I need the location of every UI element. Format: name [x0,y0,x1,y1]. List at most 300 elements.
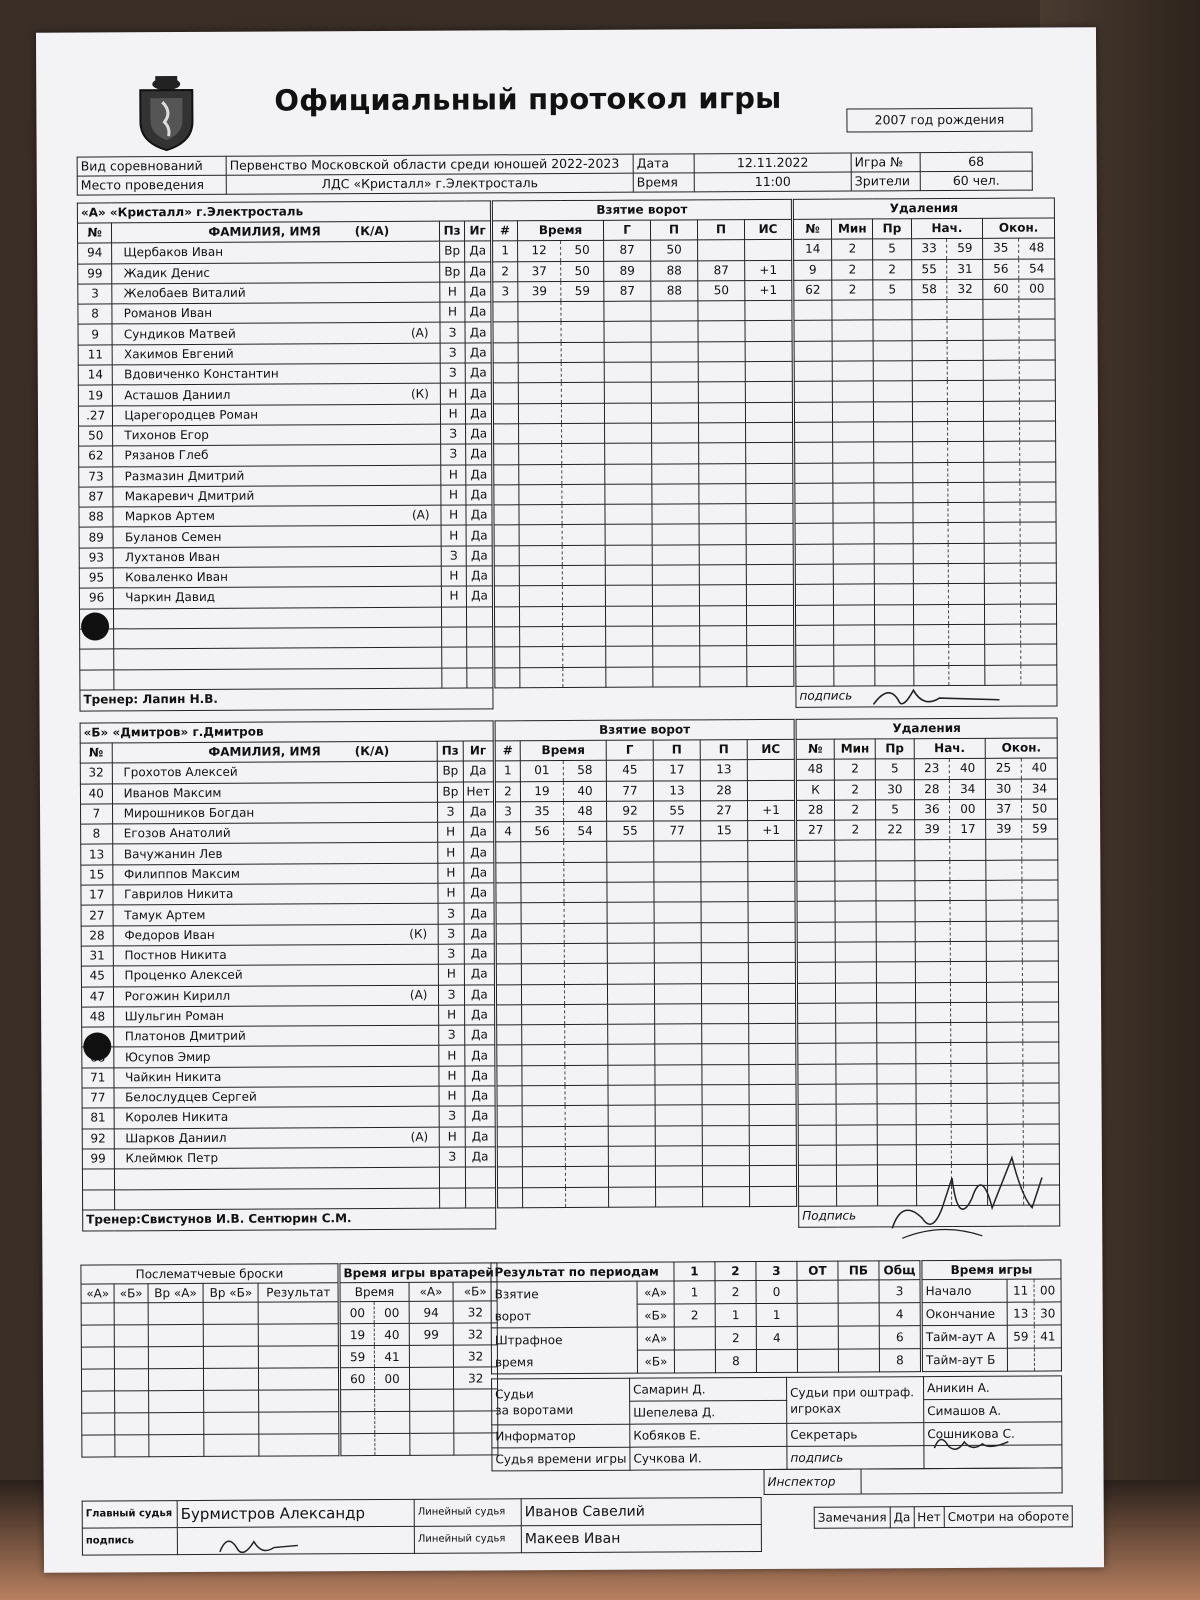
goal-scorer [607,882,654,903]
player-number: 99 [78,263,112,283]
goal-col-p2: П [697,220,744,241]
player-name-cell [114,647,442,669]
pen-reason [876,840,914,860]
pen-minutes [835,942,876,963]
player-played: Да [465,262,491,282]
goalie-minute [341,1434,376,1456]
goal-second: 48 [564,801,607,822]
pen-end-sec [1019,319,1055,339]
goal-second [561,322,604,343]
col-ka-label: (К/А) [354,744,390,759]
player-position: Н [439,1005,464,1025]
player-row [79,485,492,507]
pen-start-sec: 17 [950,820,986,840]
pen-player [794,361,832,381]
goal-number [497,1045,522,1065]
head-ref-signature-icon [214,1529,304,1559]
player-number [83,1189,115,1209]
goal-assist-1 [654,963,701,984]
goal-assist-2 [701,902,748,923]
goal-situation [749,1145,796,1166]
penalty-row [797,961,1058,983]
goal-row [495,760,794,782]
goal-situation [747,760,794,781]
goal-scorer [607,842,654,863]
goal-minute: 01 [520,761,563,782]
goal-scorer [607,943,654,964]
pen-end-min [984,421,1020,441]
player-name-cell [113,883,439,905]
goalie-second: 00 [375,1367,410,1389]
goal-scorer [604,322,651,343]
venue-label: Место проведения [77,175,226,195]
goal-assist-1: 55 [654,801,701,822]
goal-number [495,627,520,647]
player-row [82,1045,495,1067]
team-title: «А» «Кристалл» г.Электросталь [77,201,490,223]
goal-second [563,667,606,688]
penalty-row [794,299,1055,321]
goal-col-hash: # [492,221,517,241]
goal-number [495,667,520,687]
penalty-judge-2: Симашов А. [924,1399,1062,1423]
goal-row [494,422,793,444]
player-name-cell [112,282,440,304]
period-col: Общ [879,1261,920,1280]
player-name: Грохотов Алексей [123,765,238,780]
goal-situation: +1 [748,800,795,821]
goal-number [496,944,521,964]
player-name-cell [114,1147,440,1169]
pen-reason [875,584,913,604]
pen-end-min [984,543,1020,563]
player-number: 40 [80,783,112,803]
period-value [838,1303,879,1326]
player-role: (А) [410,325,429,340]
pen-end-sec [1021,644,1057,664]
remarks-no: Нет [914,1507,945,1528]
goal-situation: +1 [745,280,792,301]
goal-assist-2 [699,443,746,464]
goal-assist-2 [699,544,746,565]
pen-end-min [984,502,1020,522]
player-name: Белослудцев Сергей [125,1089,257,1105]
player-name [118,1192,126,1206]
player-name: Коваленко Иван [125,569,229,585]
player-name: Чаркин Давид [125,590,216,605]
player-position: Н [438,863,463,883]
secretary-signature-icon [928,1428,1018,1458]
pen-end-sec [1022,839,1058,859]
time-label: Время [633,173,694,192]
player-position: З [441,444,466,464]
goal-judges-label [492,1378,630,1425]
penalties-title: Удаления [796,718,1057,739]
pen-start-min [913,564,949,584]
pen-reason: 30 [876,779,914,799]
pen-minutes [833,483,874,504]
player-played: Да [465,302,491,322]
player-row [78,302,491,324]
player-name: Тамук Артем [124,907,206,922]
goal-row [494,483,793,505]
player-played: Да [464,1025,495,1045]
player-played: Да [463,822,494,842]
goal-col-p1: П [650,220,697,241]
player-played: Да [465,241,491,261]
goal-minute [519,444,562,465]
goal-second [561,362,604,383]
player-name-cell [114,1066,440,1088]
goal-number [494,444,519,464]
player-position: З [441,424,466,444]
goal-number [497,1106,522,1126]
goalie-b: 32 [454,1367,498,1389]
goal-number [493,403,518,423]
penalty-row [796,758,1057,780]
player-row [80,761,493,783]
goal-number [496,903,521,923]
player-number: 7 [81,804,113,824]
game-time-row [922,1279,1061,1303]
goal-row [493,240,792,262]
player-position [442,627,467,647]
player-name-cell [113,485,441,507]
goalie-row [340,1345,497,1368]
pen-reason: 5 [873,280,911,300]
goal-row [497,1084,796,1106]
goal-row [496,800,795,822]
shootout-table [80,1263,339,1457]
col-ig: Иг [465,221,491,241]
pen-end-min: 35 [983,238,1019,258]
pen-player [795,442,833,462]
player-position: З [438,903,463,923]
shootout-col: «А» [81,1284,114,1303]
pen-start-min: 39 [914,820,950,840]
player-name-cell [113,444,441,466]
pen-player [797,942,835,962]
penalty-row [795,543,1056,565]
period-value: 4 [756,1326,797,1349]
goal-situation [749,1166,796,1187]
period-col: 2 [715,1262,756,1281]
goal-row [493,321,792,343]
player-row [82,1147,495,1169]
goal-minute [522,1126,565,1147]
inspector-table [764,1467,1063,1495]
pen-minutes [833,422,874,443]
referees-table [82,1497,762,1556]
pen-start-sec [951,1043,987,1063]
goal-assist-1 [651,342,698,363]
pen-start-min [912,442,948,462]
period-value: 8 [715,1350,756,1373]
pen-player [798,1023,836,1043]
goal-situation [746,463,793,484]
goal-judge-1: Самарин Д. [630,1377,787,1401]
player-name [118,1172,126,1186]
goal-second [562,423,605,444]
player-played: Да [464,944,495,964]
goal-second: 50 [561,241,604,262]
pen-player [798,1165,836,1185]
period-label-1: Взятие [494,1286,539,1301]
pen-end-sec [1023,982,1059,1002]
player-name-cell [113,1046,439,1068]
remarks-label: Замечания [814,1507,890,1528]
pen-minutes [833,462,874,483]
player-name: Желобаев Виталий [123,285,246,301]
player-row [78,343,491,365]
player-played: Да [464,903,495,923]
goal-number [496,863,521,883]
pen-start-sec [949,645,985,665]
pen-start-min [915,901,951,921]
period-value [797,1303,838,1326]
player-name: Сундиков Матвей [123,326,236,341]
goal-minute [521,984,564,1005]
player-row [82,1167,495,1189]
game-time-m: 41 [1034,1325,1061,1348]
pen-end-sec [1023,1103,1059,1123]
pen-end-min [985,604,1021,624]
penalties-table [793,197,1058,707]
goal-assist-2 [701,963,748,984]
goal-minute [518,342,561,363]
player-name-cell [114,1107,440,1129]
goal-scorer [605,585,652,606]
goal-number [494,546,519,566]
goal-number [493,343,518,363]
player-number: 48 [82,1007,114,1027]
game-time-h: 59 [1007,1325,1034,1348]
secretary-label: Секретарь [787,1423,924,1447]
goal-second [564,964,607,985]
pen-reason [877,1003,915,1023]
goal-second [564,882,607,903]
game-time-row [922,1325,1061,1349]
goal-row [494,544,793,566]
period-value [674,1327,715,1350]
pen-player [799,1186,837,1206]
penalty-row [794,238,1055,260]
goal-number [496,883,521,903]
player-name-cell [112,302,440,324]
goal-minute [521,944,564,965]
pen-minutes [836,1023,877,1044]
game-time-label: Тайм-аут Б [922,1348,1007,1371]
pen-start-min [914,860,950,880]
penalty-row [794,319,1055,341]
goal-minute [519,464,562,485]
goal-assist-1: 88 [651,281,698,302]
player-played: Да [465,1147,496,1167]
period-value: 0 [756,1280,797,1303]
pen-end-sec [1023,1022,1059,1042]
pen-start-min [916,1084,952,1104]
player-played [467,607,493,627]
game-time-m: 30 [1034,1302,1061,1325]
player-row [79,525,492,547]
penalty-row [797,921,1058,943]
goal-number [497,1147,522,1167]
player-number: 95 [79,568,113,588]
player-name: Королев Никита [125,1110,229,1125]
period-value: 1 [715,1304,756,1327]
pen-end-sec: 40 [1021,758,1057,778]
pen-start-min [915,941,951,961]
player-number [82,1169,114,1189]
player-position: Н [441,586,466,606]
player-position [440,1188,465,1208]
player-name: Егозов Анатолий [123,826,231,841]
player-position: Н [440,282,465,302]
pen-end-sec [1021,604,1057,624]
goal-row [494,443,793,465]
goal-number [494,525,519,545]
player-name: Чайкин Никита [125,1069,222,1085]
goal-scorer [605,525,652,546]
goal-scorer [605,565,652,586]
pen-start-sec [948,502,984,522]
goal-assist-2 [701,983,748,1004]
goal-row [494,564,793,586]
pen-start-min [913,604,949,624]
player-name-cell [113,944,439,966]
pen-col-min: Мин [832,219,873,240]
pen-end-sec [1019,299,1055,319]
goal-second [566,1187,609,1208]
player-position: Н [439,1086,464,1106]
player-number [80,669,114,689]
player-number: 8 [78,304,112,324]
player-name: Лухтанов Иван [124,549,220,565]
goalie-row [341,1433,498,1456]
period-row-label [491,1281,637,1328]
informer-label: Информатор [492,1424,630,1448]
goal-minute [520,667,563,688]
pen-minutes: 2 [832,239,873,260]
pen-end-min [987,1083,1023,1103]
goal-minute [519,525,562,546]
pen-player [795,564,833,584]
goal-scorer [608,1024,655,1045]
player-name-cell [112,761,438,783]
player-position: Н [439,1046,464,1066]
goalie-a [409,1367,453,1389]
period-value [797,1280,838,1303]
player-name: Щербаков Иван [123,245,224,260]
goalie-second [375,1411,410,1433]
pen-reason [874,503,912,523]
goal-assist-2 [699,565,746,586]
signature-label: подпись [796,685,1057,707]
shootout-col: «Б» [114,1284,148,1303]
player-position [442,647,467,667]
pen-minutes [835,881,876,902]
player-row [79,566,492,588]
player-number: 73 [79,466,113,486]
pen-minutes [836,962,877,983]
goal-assist-2 [700,646,747,667]
goal-assist-1 [655,1125,702,1146]
goal-minute: 37 [518,261,561,282]
penalty-row [797,880,1058,902]
goal-second [562,565,605,586]
pen-end-min [986,941,1022,961]
goal-minute [522,1106,565,1127]
pen-minutes [836,982,877,1003]
penalty-row [795,583,1056,605]
player-role: (А) [410,1129,429,1144]
goal-assist-1 [651,301,698,322]
pen-end-min: 39 [986,819,1022,839]
goal-situation [749,1003,796,1024]
player-name: Тихонов Егор [124,427,209,443]
pen-end-min: 30 [986,779,1022,799]
goal-assist-1 [652,423,699,444]
pen-start-sec [948,381,984,401]
period-col: ОТ [797,1261,838,1280]
goalie-b: 32 [453,1323,497,1345]
goal-second [565,1126,608,1147]
player-position: Н [441,465,466,485]
pen-end-sec [1021,624,1057,644]
goal-scorer [606,667,653,688]
goal-assist-2: 28 [700,780,747,801]
pen-minutes [832,361,873,382]
signature-label: Подпись [799,1205,1060,1227]
player-name [118,652,126,666]
pen-start-sec [948,523,984,543]
player-position: Н [440,404,465,424]
goal-situation [746,503,793,524]
goal-assist-2 [702,1003,749,1024]
pen-start-min [913,624,949,644]
pen-player [795,422,833,442]
col-no: № [77,223,111,243]
player-row [79,444,492,466]
goal-scorer: 87 [604,240,651,261]
pen-end-sec: 00 [1019,279,1055,299]
pen-start-min [912,421,948,441]
informer: Кобяков Е. [630,1423,787,1447]
goal-number [496,923,521,943]
pen-start-min [912,361,948,381]
goal-situation [746,605,793,626]
goal-situation [749,1023,796,1044]
pen-start-min [915,921,951,941]
player-position: З [440,343,465,363]
goal-situation [747,666,794,687]
player-name: Иванов Максим [123,785,222,801]
goal-minute [521,842,564,863]
player-played [467,627,493,647]
goal-assist-1 [653,626,700,647]
goal-situation [748,963,795,984]
pen-end-min [986,921,1022,941]
goalie-minute: 59 [340,1346,375,1368]
goal-judges-label-1: Судьи [495,1386,534,1401]
goal-minute [518,322,561,343]
goal-minute [522,1065,565,1086]
goal-second: 50 [561,261,604,282]
player-name [117,631,125,645]
pen-col-pr: Пр [876,739,914,759]
goal-col-hash: # [495,741,520,761]
penalty-row [797,819,1058,841]
